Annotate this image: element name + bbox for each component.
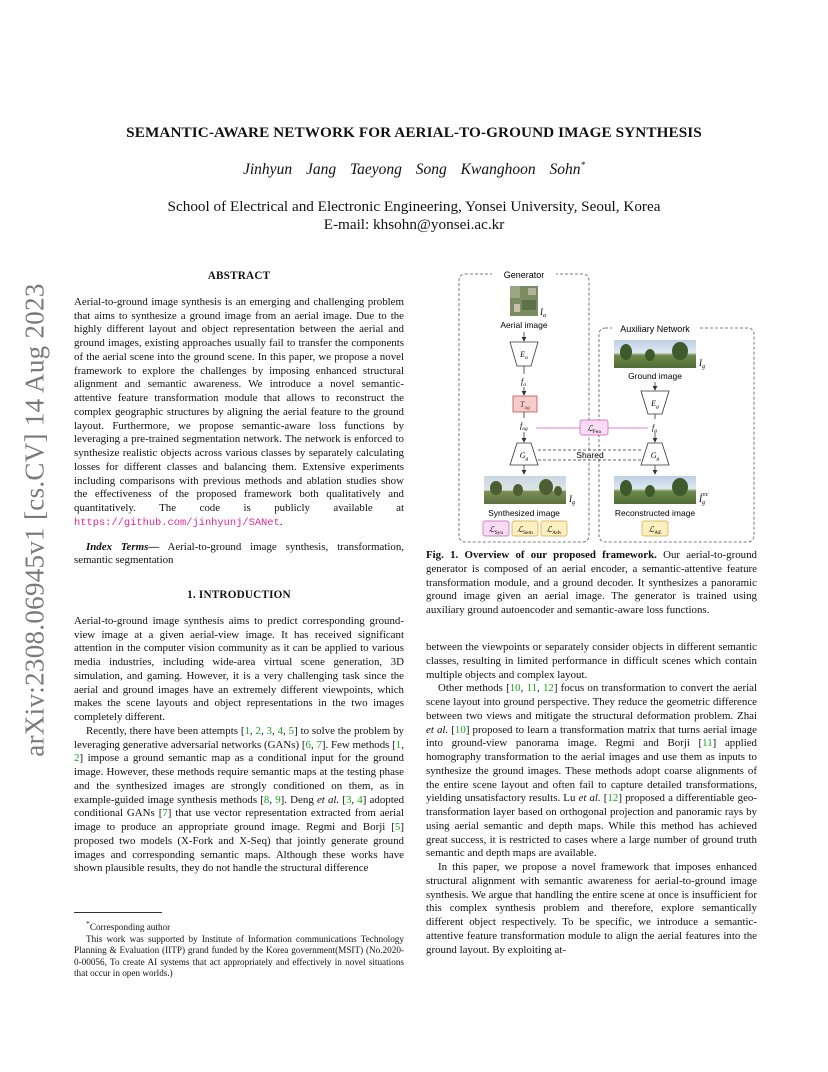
footnote-rule: [74, 912, 162, 913]
reconstructed-caption: Reconstructed image: [614, 508, 696, 518]
svg-text:ℒFea: ℒ$_{Fea}$: [587, 424, 601, 435]
tag-symbol: $T_{ag}$: [520, 400, 530, 411]
author-1: Jinhyun Jang: [243, 161, 337, 179]
loss-ae: [642, 521, 668, 536]
right-column-text: [426, 641, 757, 957]
intro-paragraph-2: Recently, there have been attempts [1, 2, 3, 4, 5] to solve the problem by leveraging generative adversarial networks (GANs) [6, 7]. Few methods [1, 2] impose a ground semantic map as a conditional input for the ground image. However, these methods require semantic maps at the testing phase and the synthesized images are strongly conditioned on them, as in example-guided image synthesis methods [8, 9]. Deng et al. [3, 4] adopted conditional GANs [7] that use vector representation extracted from aerial image to produce an appropriate ground image. Regmi and Borji [5] proposed two models (X-Fork and X-Seq) that jointly generate ground images and corresponding semantic maps. Although these works have shown plausible results, they do not handle the structural difference: [74, 724, 405, 875]
figure-caption: Fig. 1. Overview of our proposed framework. Our aerial-to-ground generator is composed of an aerial encoder, a semantic-attentive feature transformation module, and a ground decoder. It synthesizes a panoramic ground image given an aerial image. The generator is trained using auxiliary ground autoencoder and semantic-aware loss functions.: [426, 549, 758, 616]
footnotes: [74, 918, 404, 980]
ig-hat-symbol: $I_g$: [569, 494, 575, 506]
citation-link[interactable]: 7: [316, 738, 322, 751]
auxiliary-label: Auxiliary Network: [620, 324, 690, 334]
gg-left-symbol: $G_g$: [519, 451, 529, 462]
email: E-mail: khsohn@yonsei.ac.kr: [323, 216, 505, 233]
citation-link[interactable]: 4: [277, 724, 284, 737]
author-list: [0, 160, 828, 179]
index-terms: Index Terms— Aerial-to-ground image synthesis, transformation, semantic segmentation: [74, 540, 404, 567]
svg-text:ℒAdv: ℒ$_{Adv}$: [546, 525, 562, 536]
fag-symbol: $f_{ag}$: [520, 421, 528, 432]
loss-fea: [580, 420, 608, 435]
citation-link[interactable]: 10: [454, 723, 466, 736]
intro-continued: between the viewpoints or separately consider objects in different semantic classes, resulting in limited performance in difficult scenes which contain multiple objects and complex layout.: [426, 641, 757, 681]
figure-1: [456, 266, 756, 544]
svg-text:ℒSem: ℒ$_{Sem}$: [517, 525, 533, 536]
intro-paragraph-3: Other methods [10, 11, 12] focus on transformation to convert the aerial scene layout into ground perspective. They reduce the geometric difference between two views and mitigate the structural deformation problem. Zhai et al. [10] proposed to learn a transformation matrix that turns aerial image into ground-view panorama image. Regmi and Borji [11] applied homography transformation to the aerial images and use them as inputs to synthesize the ground images. These methods adopt coarse alignments of the entire scene layout and often fail to capture detailed transformations, yielding unsatisfactory results. Lu et al. [12] proposed a differentiable geo-transformation layer based on orthogonal projection and panoramic rays by using aerial semantic and depth maps. While this method has achieved great success, it is restricted to cases where a large number of ground truth semantic and depth maps are available.: [426, 682, 758, 860]
citation-link[interactable]: 12: [542, 682, 554, 695]
citation-link[interactable]: 5: [394, 821, 401, 833]
code-link[interactable]: https://github.com/jinhyunj/SANet: [74, 516, 280, 529]
affiliation-block: [0, 198, 828, 234]
citation-link[interactable]: 5: [288, 724, 295, 737]
aerial-image: [510, 286, 538, 316]
ig-rec-symbol: $I_grec$: [699, 492, 709, 506]
footnote-corresponding: *Corresponding author: [86, 919, 171, 933]
citation-link[interactable]: 2: [74, 752, 80, 765]
citation-link[interactable]: 9: [275, 793, 281, 806]
abstract-heading: ABSTRACT: [207, 270, 271, 282]
loss-sem: [512, 521, 538, 536]
abstract-section: [74, 270, 404, 876]
citation-link[interactable]: 1: [244, 724, 250, 737]
eg-symbol: $E_g$: [651, 399, 659, 410]
author-3: Kwanghoon Sohn: [460, 161, 581, 179]
ig-symbol: $I_g$: [699, 358, 705, 370]
citation-link[interactable]: 8: [263, 793, 270, 806]
aerial-caption: Aerial image: [500, 320, 548, 330]
citation-link[interactable]: 7: [162, 807, 168, 820]
ia-symbol: $I_a$: [540, 307, 546, 319]
footnote-funding: This work was supported by Institute of Information communications Technology Planning & Evaluation (IITP) grand funded by the Korea government(MSIT) (No.2020-0-00056, To create AI systems that act appropriately and effectively in novel situations that occur in open worlds.): [74, 933, 404, 979]
citation-link[interactable]: 1: [395, 738, 402, 751]
citation-link[interactable]: 10: [509, 682, 521, 695]
ground-caption: Ground image: [628, 371, 682, 381]
index-terms-label: Index Terms—: [86, 540, 160, 553]
intro-heading: 1. INTRODUCTION: [187, 589, 291, 601]
gg-right-symbol: $G_g$: [650, 451, 660, 462]
citation-link[interactable]: 3: [345, 793, 352, 806]
intro-paragraph-4: In this paper, we propose a novel framework that imposes enhanced structural alignment with semantic awareness for aerial-to-ground image synthesis. We argue that handling the entire scene at once is insufficient for this complex synthesis problem and therefore, explore semantically different object respectively. To be specific, we introduce a semantic-attentive feature transformation module to align the aerial features into the ground layout. By exploiting at-: [426, 861, 757, 956]
citation-link[interactable]: 2: [255, 724, 261, 737]
loss-adv: [541, 521, 567, 536]
citation-link[interactable]: 3: [266, 724, 272, 737]
citation-link[interactable]: 11: [702, 737, 713, 750]
generator-label: Generator: [503, 270, 545, 280]
intro-paragraph-1: Aerial-to-ground image synthesis aims to predict corresponding ground-view image at a given aerial-view image. It has received significant attention in the computer vision community as it can be applied to various media industries, including wide-area virtual scene generation, 3D simulation, and gaming. However, it is a very challenging task since the aerial and ground images have an extremely different viewpoints, which makes the scene layouts and object representations in the two images completely different.: [74, 614, 404, 723]
citation-link[interactable]: 11: [526, 682, 538, 695]
arxiv-sidebar: [10, 280, 60, 760]
caption-label: Fig. 1: [426, 549, 456, 561]
ea-symbol: $E_a$: [520, 350, 528, 361]
author-2: Taeyong Song: [349, 161, 447, 179]
citation-link[interactable]: 4: [357, 793, 363, 806]
citation-link[interactable]: 6: [305, 738, 311, 751]
fa-symbol: $f_a$: [521, 377, 526, 388]
abstract-body: Aerial-to-ground image synthesis is an emerging and challenging problem that aims to synthesize a ground image from an aerial image. Due to the highly different layout and object representation between the aerial and ground images, existing approaches usually fail to transfer the components of the aerial scene into the ground scene. In this paper, we propose a novel framework to explore the challenges by imposing enhanced structural alignment and semantic awareness. We introduce a novel semantic-attentive feature transformation module that allows to reconstruct the complex geographic structures by aligning the aerial feature to the ground layout. Furthermore, we propose semantic-aware loss functions by leveraging a pre-trained segmentation network. The network is enforced to synthesize realistic objects across various classes by separately calculating losses for different classes and balancing them. Extensive experiments including comparisons with previous methods and ablation studies show the effectiveness of the proposed framework both qualitatively and quantitatively. The code is publicly available at https://github.com/jinhyunj/SANet.: [74, 295, 404, 529]
loss-syn: [483, 521, 509, 536]
arxiv-id: arXiv:2308.06945v1 [cs.CV] 14 Aug 2023: [19, 283, 50, 757]
svg-text:ℒAE: ℒ$_{AE}$: [648, 525, 662, 536]
synthesized-caption: Synthesized image: [488, 508, 560, 518]
affiliation: School of Electrical and Electronic Engineering, Yonsei University, Seoul, Korea: [167, 198, 661, 215]
paper-title: SEMANTIC-AWARE NETWORK FOR AERIAL-TO-GROUND IMAGE SYNTHESIS: [126, 124, 702, 141]
citation-link[interactable]: 12: [607, 792, 619, 805]
fg-symbol: $f_g$: [652, 423, 657, 434]
shared-label: Shared: [576, 450, 604, 460]
author-mark: *: [580, 160, 585, 170]
svg-text:ℒSyn: ℒ$_{Syn}$: [488, 525, 504, 536]
